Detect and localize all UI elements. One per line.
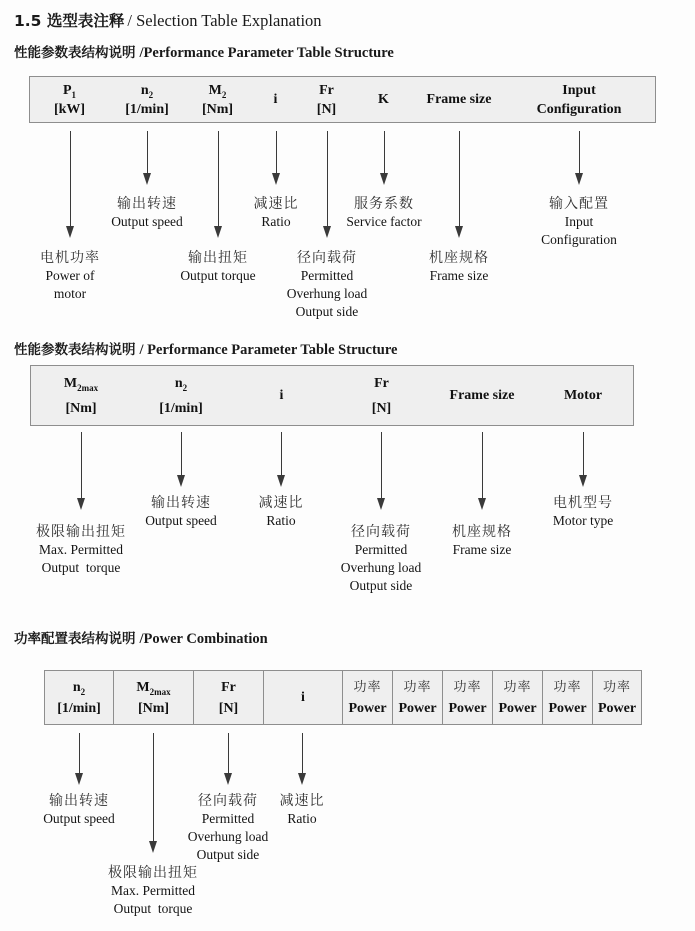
table2-col-m2max-unit: [Nm]	[65, 400, 97, 416]
table1-col-k	[352, 77, 415, 122]
table1-col-m2-unit: [Nm]	[201, 101, 234, 117]
table1-col-n2	[109, 77, 185, 122]
label-power-of-motor: 电机功率 Power of motor	[40, 250, 100, 301]
table1-col-input-line1: Input	[562, 82, 596, 98]
table2-col-fr-unit: [N]	[371, 400, 392, 416]
section2-heading	[14, 338, 397, 359]
page-title-en: / Selection Table Explanation	[127, 11, 322, 30]
table1-col-p1-symbol: $P_1$	[62, 82, 77, 100]
table2-col-n2-unit: [1/min]	[159, 400, 203, 416]
label-overhung-load-3: 径向载荷 Permitted Overhung load Output side	[187, 793, 269, 862]
label-output-speed-1: 输出转速 Output speed	[111, 196, 183, 229]
section2-heading-zh: 性能参数表结构说明	[14, 342, 136, 358]
table3-col-power-4: 功率 Power	[493, 671, 543, 724]
label-overhung-load-2: 径向载荷 Permitted Overhung load Output side	[340, 524, 422, 593]
label-output-speed-2: 输出转速 Output speed	[145, 495, 217, 528]
section3-heading-en: /Power Combination	[139, 631, 268, 647]
table1-col-n2-symbol: $n_2$	[140, 82, 154, 100]
section1-heading	[14, 41, 394, 62]
table2-col-i	[231, 366, 332, 425]
table1-col-frame-size	[415, 77, 503, 122]
table3-col-m2max-symbol: $M_{2max}$	[136, 679, 171, 697]
table1-col-p1	[30, 77, 109, 122]
table1-col-k-symbol: K	[378, 92, 389, 107]
table1-col-input-configuration	[503, 77, 655, 122]
power-combination-table	[44, 670, 642, 725]
label-overhung-load-1: 径向载荷 Permitted Overhung load Output side	[286, 250, 368, 319]
table2-col-motor-label: Motor	[563, 388, 603, 403]
table1-col-fr-symbol: Fr	[319, 82, 334, 98]
table3-col-m2max-unit: [Nm]	[137, 700, 170, 716]
label-ratio-1: 减速比 Ratio	[253, 196, 299, 229]
section1-heading-zh: 性能参数表结构说明	[14, 45, 136, 61]
label-input-configuration: 输入配置 Input Configuration	[541, 196, 617, 247]
table1-col-n2-unit: [1/min]	[125, 101, 169, 117]
label-frame-size-2: 机座规格 Frame size	[452, 524, 512, 557]
table3-col-n2	[45, 671, 114, 724]
table2-col-m2max	[31, 366, 131, 425]
table1-col-p1-unit: [kW]	[53, 101, 86, 117]
table2-col-motor	[533, 366, 633, 425]
section1-heading-en: /Performance Parameter Table Structure	[139, 45, 394, 61]
table2-col-n2-symbol: $n_2$	[174, 375, 188, 393]
performance-table-2	[30, 365, 634, 426]
table2-col-n2	[131, 366, 231, 425]
table3-col-n2-unit: [1/min]	[57, 700, 101, 716]
table1-col-i-symbol: i	[273, 92, 278, 107]
table3-col-power-6: 功率 Power	[597, 679, 637, 716]
table1-col-input-line2: Configuration	[536, 101, 622, 117]
table3-col-i-symbol: i	[301, 690, 305, 705]
label-max-output-torque-2: 极限输出扭矩 Max. Permitted Output torque	[36, 524, 126, 575]
table1-col-m2-symbol: $M_2$	[208, 82, 227, 100]
table3-col-power-3: 功率 Power	[443, 671, 493, 724]
label-ratio-3: 减速比 Ratio	[279, 793, 325, 826]
table2-col-fr	[332, 366, 431, 425]
label-service-factor: 服务系数 Service factor	[346, 196, 422, 229]
section2-heading-en: / Performance Parameter Table Structure	[139, 342, 398, 358]
table2-col-frame-size	[431, 366, 533, 425]
table3-col-fr	[194, 671, 264, 724]
table1-col-i	[250, 77, 301, 122]
table3-col-power-1: 功率 Power	[343, 671, 393, 724]
table1-col-frame-size-label: Frame size	[426, 92, 492, 107]
table3-col-power-5: 功率 Power	[543, 671, 593, 724]
table3-col-i	[264, 671, 343, 724]
section3-heading	[14, 627, 268, 648]
performance-table-1	[29, 76, 656, 123]
table3-col-fr-unit: [N]	[218, 700, 239, 716]
table1-col-m2	[185, 77, 250, 122]
page-title-zh: 1.5 选型表注释	[14, 12, 125, 30]
table1-col-fr-unit: [N]	[316, 101, 337, 117]
label-ratio-2: 减速比 Ratio	[258, 495, 304, 528]
section3-heading-zh: 功率配置表结构说明	[14, 631, 136, 647]
label-output-speed-3: 输出转速 Output speed	[43, 793, 115, 826]
table2-col-frame-size-label: Frame size	[449, 388, 515, 403]
table2-col-fr-symbol: Fr	[374, 375, 389, 391]
label-max-output-torque-3: 极限输出扭矩 Max. Permitted Output torque	[108, 865, 198, 916]
table3-col-power-2: 功率 Power	[393, 671, 443, 724]
page-title	[14, 9, 322, 31]
table2-col-i-symbol: i	[279, 388, 284, 403]
label-output-torque-1: 输出扭矩 Output torque	[180, 250, 256, 283]
table2-col-m2max-symbol: $M_{2max}$	[63, 375, 99, 393]
label-motor-type: 电机型号 Motor type	[552, 495, 614, 528]
label-frame-size-1: 机座规格 Frame size	[429, 250, 489, 283]
table3-col-m2max	[114, 671, 194, 724]
table3-col-fr-symbol: Fr	[221, 679, 236, 695]
table3-col-n2-symbol: $n_2$	[72, 679, 86, 697]
table1-col-fr	[301, 77, 352, 122]
